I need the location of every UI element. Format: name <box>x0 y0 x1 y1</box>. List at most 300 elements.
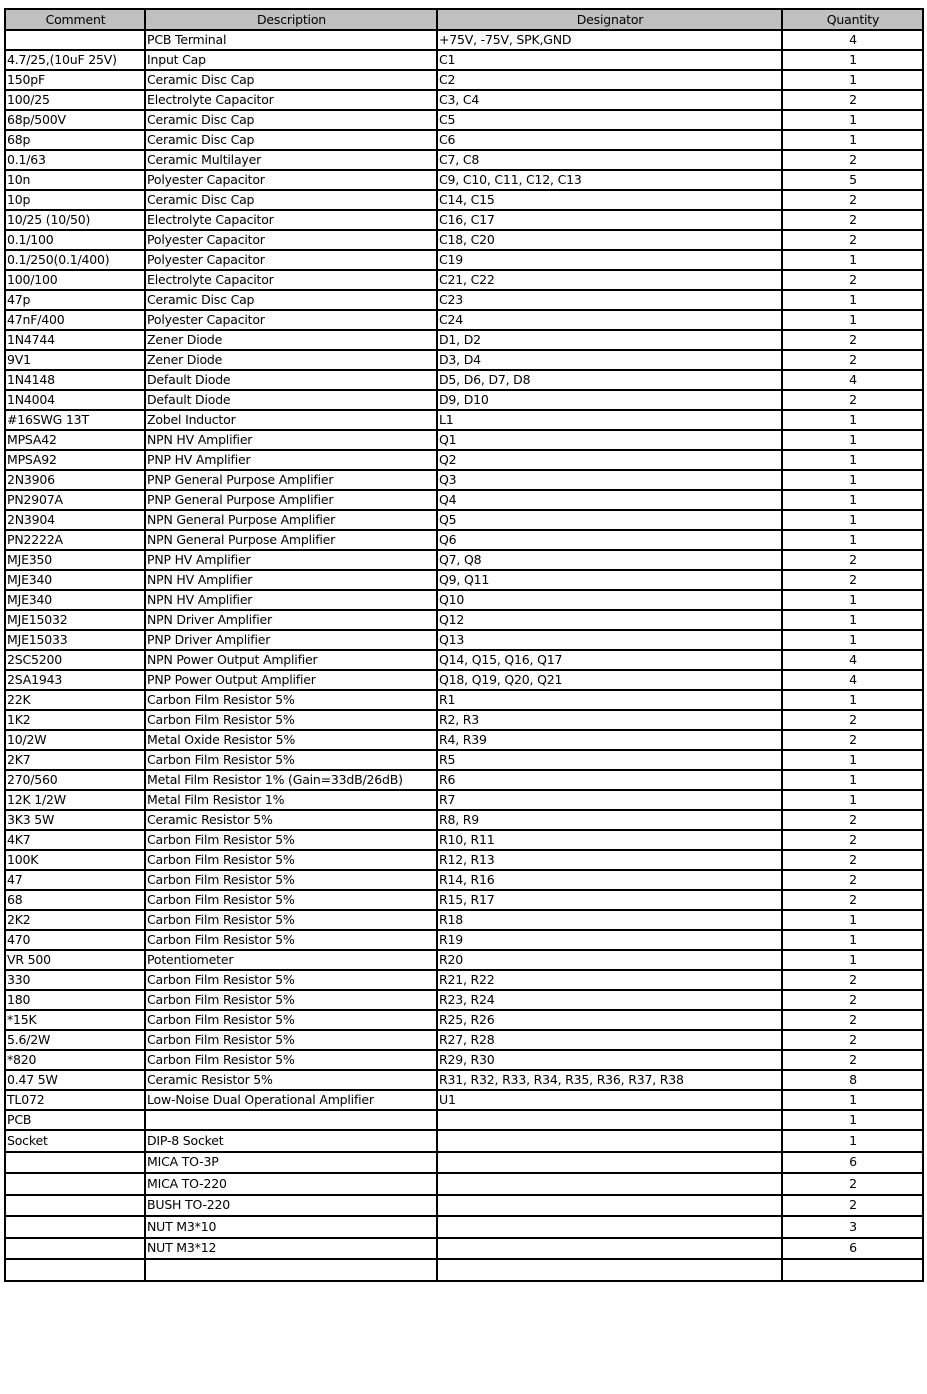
cell-designator: C18, C20 <box>437 230 782 250</box>
cell-designator: C2 <box>437 70 782 90</box>
cell-quantity: 1 <box>782 110 923 130</box>
cell-designator: +75V, -75V, SPK,GND <box>437 30 782 50</box>
cell-description: NPN HV Amplifier <box>145 590 437 610</box>
table-body <box>5 30 923 1281</box>
cell-description: PCB Terminal <box>145 30 437 50</box>
cell-quantity: 1 <box>782 790 923 810</box>
table-row <box>5 610 923 630</box>
cell-comment: VR 500 <box>5 950 145 970</box>
table-row <box>5 1050 923 1070</box>
table-row <box>5 330 923 350</box>
cell-quantity: 4 <box>782 370 923 390</box>
cell-description: Electrolyte Capacitor <box>145 90 437 110</box>
cell-quantity: 2 <box>782 870 923 890</box>
cell-description: Carbon Film Resistor 5% <box>145 990 437 1010</box>
cell-quantity: 2 <box>782 350 923 370</box>
cell-comment: MPSA92 <box>5 450 145 470</box>
cell-description: NUT M3*12 <box>145 1238 437 1260</box>
cell-quantity: 1 <box>782 490 923 510</box>
table-row <box>5 470 923 490</box>
cell-quantity: 1 <box>782 290 923 310</box>
cell-comment <box>5 1216 145 1238</box>
cell-quantity: 1 <box>782 130 923 150</box>
cell-comment: 47 <box>5 870 145 890</box>
table-row <box>5 730 923 750</box>
table-row <box>5 1238 923 1260</box>
table-row <box>5 70 923 90</box>
table-row <box>5 1152 923 1174</box>
table-row <box>5 110 923 130</box>
table-row <box>5 810 923 830</box>
cell-comment <box>5 1173 145 1195</box>
table-row <box>5 490 923 510</box>
cell-comment: 4K7 <box>5 830 145 850</box>
table-row <box>5 1110 923 1130</box>
cell-quantity: 2 <box>782 90 923 110</box>
cell-comment: TL072 <box>5 1090 145 1110</box>
cell-quantity: 1 <box>782 310 923 330</box>
cell-quantity: 2 <box>782 830 923 850</box>
cell-comment: 1N4004 <box>5 390 145 410</box>
cell-designator: C6 <box>437 130 782 150</box>
cell-designator: R29, R30 <box>437 1050 782 1070</box>
cell-comment: *820 <box>5 1050 145 1070</box>
cell-comment: 10n <box>5 170 145 190</box>
cell-quantity: 1 <box>782 690 923 710</box>
table-row <box>5 210 923 230</box>
cell-description: Ceramic Resistor 5% <box>145 1070 437 1090</box>
cell-designator: C23 <box>437 290 782 310</box>
table-row <box>5 550 923 570</box>
header-description: Description <box>145 9 437 30</box>
cell-comment: 2N3906 <box>5 470 145 490</box>
cell-quantity: 2 <box>782 190 923 210</box>
table-row <box>5 250 923 270</box>
cell-quantity: 2 <box>782 1010 923 1030</box>
table-row <box>5 370 923 390</box>
cell-comment: 10/2W <box>5 730 145 750</box>
table-row <box>5 350 923 370</box>
cell-comment: 2K2 <box>5 910 145 930</box>
table-row <box>5 430 923 450</box>
cell-quantity: 4 <box>782 650 923 670</box>
cell-designator: D3, D4 <box>437 350 782 370</box>
table-row <box>5 270 923 290</box>
cell-designator: R5 <box>437 750 782 770</box>
cell-quantity: 2 <box>782 330 923 350</box>
cell-designator: R18 <box>437 910 782 930</box>
cell-description: Carbon Film Resistor 5% <box>145 1030 437 1050</box>
table-row <box>5 230 923 250</box>
table-row <box>5 1195 923 1217</box>
cell-quantity: 1 <box>782 590 923 610</box>
cell-description: Zobel Inductor <box>145 410 437 430</box>
cell-designator: D5, D6, D7, D8 <box>437 370 782 390</box>
cell-designator: D9, D10 <box>437 390 782 410</box>
table-row <box>5 670 923 690</box>
cell-designator: C14, C15 <box>437 190 782 210</box>
table-row <box>5 130 923 150</box>
table-row <box>5 310 923 330</box>
cell-description: Ceramic Disc Cap <box>145 190 437 210</box>
cell-designator: R1 <box>437 690 782 710</box>
cell-comment: 47p <box>5 290 145 310</box>
cell-quantity: 2 <box>782 710 923 730</box>
cell-designator: Q18, Q19, Q20, Q21 <box>437 670 782 690</box>
cell-quantity: 5 <box>782 170 923 190</box>
bill-of-materials-table <box>4 8 924 1282</box>
cell-description <box>145 1259 437 1281</box>
cell-quantity <box>782 1259 923 1281</box>
cell-designator: R19 <box>437 930 782 950</box>
cell-quantity: 1 <box>782 750 923 770</box>
cell-comment: 180 <box>5 990 145 1010</box>
cell-designator: Q13 <box>437 630 782 650</box>
table-row <box>5 1010 923 1030</box>
cell-comment: 0.47 5W <box>5 1070 145 1090</box>
cell-designator: R7 <box>437 790 782 810</box>
cell-comment: 270/560 <box>5 770 145 790</box>
cell-comment: 2SA1943 <box>5 670 145 690</box>
cell-description: Metal Oxide Resistor 5% <box>145 730 437 750</box>
table-row <box>5 830 923 850</box>
cell-description: Electrolyte Capacitor <box>145 210 437 230</box>
cell-description: Carbon Film Resistor 5% <box>145 750 437 770</box>
cell-comment: 1N4148 <box>5 370 145 390</box>
cell-description: NPN General Purpose Amplifier <box>145 530 437 550</box>
table-row <box>5 510 923 530</box>
cell-quantity: 3 <box>782 1216 923 1238</box>
cell-quantity: 1 <box>782 50 923 70</box>
cell-description: Default Diode <box>145 390 437 410</box>
cell-comment: 2N3904 <box>5 510 145 530</box>
cell-description: Ceramic Disc Cap <box>145 70 437 90</box>
cell-description: NPN General Purpose Amplifier <box>145 510 437 530</box>
cell-comment: 0.1/63 <box>5 150 145 170</box>
cell-comment: 100K <box>5 850 145 870</box>
cell-description: Polyester Capacitor <box>145 230 437 250</box>
table-row <box>5 750 923 770</box>
cell-comment: 68p/500V <box>5 110 145 130</box>
table-row <box>5 30 923 50</box>
cell-comment: MJE340 <box>5 590 145 610</box>
table-row <box>5 770 923 790</box>
cell-quantity: 2 <box>782 390 923 410</box>
cell-description: Ceramic Disc Cap <box>145 290 437 310</box>
cell-comment: PN2222A <box>5 530 145 550</box>
cell-comment: 47nF/400 <box>5 310 145 330</box>
cell-quantity: 2 <box>782 270 923 290</box>
cell-comment <box>5 30 145 50</box>
header-quantity: Quantity <box>782 9 923 30</box>
cell-designator: C21, C22 <box>437 270 782 290</box>
table-row <box>5 1259 923 1281</box>
cell-comment: PN2907A <box>5 490 145 510</box>
cell-quantity: 2 <box>782 570 923 590</box>
cell-quantity: 2 <box>782 1030 923 1050</box>
cell-comment: 22K <box>5 690 145 710</box>
cell-designator: R2, R3 <box>437 710 782 730</box>
cell-designator: R10, R11 <box>437 830 782 850</box>
cell-comment: MPSA42 <box>5 430 145 450</box>
cell-designator <box>437 1173 782 1195</box>
cell-quantity: 1 <box>782 470 923 490</box>
cell-quantity: 1 <box>782 770 923 790</box>
cell-comment: 470 <box>5 930 145 950</box>
cell-designator: R14, R16 <box>437 870 782 890</box>
cell-description: Electrolyte Capacitor <box>145 270 437 290</box>
cell-description: Polyester Capacitor <box>145 250 437 270</box>
cell-designator: C9, C10, C11, C12, C13 <box>437 170 782 190</box>
table-header-row <box>5 9 923 30</box>
cell-quantity: 2 <box>782 850 923 870</box>
cell-comment <box>5 1259 145 1281</box>
cell-comment <box>5 1195 145 1217</box>
cell-designator: Q9, Q11 <box>437 570 782 590</box>
cell-comment: 2SC5200 <box>5 650 145 670</box>
cell-designator: R4, R39 <box>437 730 782 750</box>
cell-quantity: 8 <box>782 1070 923 1090</box>
table-row <box>5 570 923 590</box>
cell-description: Default Diode <box>145 370 437 390</box>
cell-comment: 10p <box>5 190 145 210</box>
cell-quantity: 2 <box>782 990 923 1010</box>
cell-quantity: 2 <box>782 890 923 910</box>
cell-comment: 330 <box>5 970 145 990</box>
cell-designator: C16, C17 <box>437 210 782 230</box>
cell-description: Carbon Film Resistor 5% <box>145 870 437 890</box>
cell-description: Potentiometer <box>145 950 437 970</box>
cell-description: Ceramic Multilayer <box>145 150 437 170</box>
cell-designator: R31, R32, R33, R34, R35, R36, R37, R38 <box>437 1070 782 1090</box>
cell-quantity: 1 <box>782 1110 923 1130</box>
cell-comment: 12K 1/2W <box>5 790 145 810</box>
cell-designator <box>437 1130 782 1152</box>
cell-description: Carbon Film Resistor 5% <box>145 910 437 930</box>
cell-designator: R15, R17 <box>437 890 782 910</box>
cell-designator <box>437 1238 782 1260</box>
cell-description: PNP HV Amplifier <box>145 550 437 570</box>
cell-description: Metal Film Resistor 1% (Gain=33dB/26dB) <box>145 770 437 790</box>
cell-description: NPN Power Output Amplifier <box>145 650 437 670</box>
cell-designator: R8, R9 <box>437 810 782 830</box>
cell-designator: C3, C4 <box>437 90 782 110</box>
table-row <box>5 690 923 710</box>
cell-description: Metal Film Resistor 1% <box>145 790 437 810</box>
cell-description: Carbon Film Resistor 5% <box>145 930 437 950</box>
cell-comment: 1K2 <box>5 710 145 730</box>
cell-quantity: 1 <box>782 250 923 270</box>
cell-designator: Q10 <box>437 590 782 610</box>
cell-comment: PCB <box>5 1110 145 1130</box>
cell-description: Ceramic Resistor 5% <box>145 810 437 830</box>
cell-description: Low-Noise Dual Operational Amplifier <box>145 1090 437 1110</box>
cell-description: PNP General Purpose Amplifier <box>145 490 437 510</box>
cell-description: BUSH TO-220 <box>145 1195 437 1217</box>
table-row <box>5 890 923 910</box>
table-row <box>5 790 923 810</box>
cell-quantity: 2 <box>782 210 923 230</box>
cell-description: NPN HV Amplifier <box>145 430 437 450</box>
table-row <box>5 1216 923 1238</box>
cell-comment: #16SWG 13T <box>5 410 145 430</box>
cell-description: MICA TO-220 <box>145 1173 437 1195</box>
cell-description: PNP General Purpose Amplifier <box>145 470 437 490</box>
cell-description: Zener Diode <box>145 330 437 350</box>
cell-quantity: 2 <box>782 730 923 750</box>
cell-designator: C1 <box>437 50 782 70</box>
cell-description <box>145 1110 437 1130</box>
table-row <box>5 290 923 310</box>
cell-designator: C7, C8 <box>437 150 782 170</box>
table-row <box>5 950 923 970</box>
table-row <box>5 990 923 1010</box>
cell-description: Carbon Film Resistor 5% <box>145 1050 437 1070</box>
cell-designator: C24 <box>437 310 782 330</box>
cell-quantity: 1 <box>782 630 923 650</box>
cell-designator: U1 <box>437 1090 782 1110</box>
cell-comment: 3K3 5W <box>5 810 145 830</box>
cell-designator: Q7, Q8 <box>437 550 782 570</box>
cell-description: Input Cap <box>145 50 437 70</box>
cell-comment: 9V1 <box>5 350 145 370</box>
cell-description: Carbon Film Resistor 5% <box>145 850 437 870</box>
cell-description: Ceramic Disc Cap <box>145 130 437 150</box>
cell-designator: Q3 <box>437 470 782 490</box>
cell-description: Ceramic Disc Cap <box>145 110 437 130</box>
cell-comment: MJE15033 <box>5 630 145 650</box>
cell-quantity: 2 <box>782 230 923 250</box>
table-row <box>5 870 923 890</box>
cell-comment: 0.1/100 <box>5 230 145 250</box>
cell-quantity: 6 <box>782 1238 923 1260</box>
cell-description: Carbon Film Resistor 5% <box>145 830 437 850</box>
table-row <box>5 410 923 430</box>
cell-comment <box>5 1152 145 1174</box>
cell-comment: 150pF <box>5 70 145 90</box>
cell-description: Polyester Capacitor <box>145 310 437 330</box>
cell-designator: Q1 <box>437 430 782 450</box>
cell-comment: 100/25 <box>5 90 145 110</box>
table-row <box>5 170 923 190</box>
cell-designator: C5 <box>437 110 782 130</box>
cell-comment: MJE15032 <box>5 610 145 630</box>
cell-designator: Q12 <box>437 610 782 630</box>
cell-description: PNP HV Amplifier <box>145 450 437 470</box>
cell-quantity: 4 <box>782 30 923 50</box>
table-row <box>5 1030 923 1050</box>
table-row <box>5 710 923 730</box>
cell-comment: *15K <box>5 1010 145 1030</box>
cell-quantity: 1 <box>782 450 923 470</box>
table-row <box>5 50 923 70</box>
cell-description: Carbon Film Resistor 5% <box>145 970 437 990</box>
table-row <box>5 930 923 950</box>
cell-comment: MJE340 <box>5 570 145 590</box>
table-row <box>5 650 923 670</box>
cell-comment: Socket <box>5 1130 145 1152</box>
cell-designator: Q5 <box>437 510 782 530</box>
cell-description: Polyester Capacitor <box>145 170 437 190</box>
cell-description: NUT M3*10 <box>145 1216 437 1238</box>
cell-description: NPN Driver Amplifier <box>145 610 437 630</box>
table-row <box>5 150 923 170</box>
cell-description: Zener Diode <box>145 350 437 370</box>
cell-quantity: 1 <box>782 510 923 530</box>
cell-quantity: 2 <box>782 1195 923 1217</box>
cell-comment: 68 <box>5 890 145 910</box>
cell-designator: D1, D2 <box>437 330 782 350</box>
cell-designator: Q14, Q15, Q16, Q17 <box>437 650 782 670</box>
table-row <box>5 850 923 870</box>
cell-designator: R20 <box>437 950 782 970</box>
cell-quantity: 1 <box>782 1090 923 1110</box>
cell-designator: R12, R13 <box>437 850 782 870</box>
table-row <box>5 450 923 470</box>
cell-comment: 4.7/25,(10uF 25V) <box>5 50 145 70</box>
cell-description: NPN HV Amplifier <box>145 570 437 590</box>
cell-description: DIP-8 Socket <box>145 1130 437 1152</box>
cell-description: PNP Power Output Amplifier <box>145 670 437 690</box>
cell-description: MICA TO-3P <box>145 1152 437 1174</box>
cell-description: Carbon Film Resistor 5% <box>145 1010 437 1030</box>
cell-comment: 100/100 <box>5 270 145 290</box>
cell-description: PNP Driver Amplifier <box>145 630 437 650</box>
cell-designator: R6 <box>437 770 782 790</box>
header-designator: Designator <box>437 9 782 30</box>
table-row <box>5 630 923 650</box>
cell-quantity: 1 <box>782 530 923 550</box>
table-row <box>5 970 923 990</box>
cell-quantity: 6 <box>782 1152 923 1174</box>
cell-comment: 10/25 (10/50) <box>5 210 145 230</box>
cell-quantity: 2 <box>782 970 923 990</box>
cell-quantity: 1 <box>782 910 923 930</box>
cell-comment: 68p <box>5 130 145 150</box>
table-row <box>5 90 923 110</box>
table-row <box>5 390 923 410</box>
cell-designator: L1 <box>437 410 782 430</box>
table-row <box>5 530 923 550</box>
cell-designator: R23, R24 <box>437 990 782 1010</box>
table-row <box>5 910 923 930</box>
cell-quantity: 1 <box>782 1130 923 1152</box>
cell-comment: 2K7 <box>5 750 145 770</box>
cell-quantity: 2 <box>782 1173 923 1195</box>
cell-quantity: 2 <box>782 1050 923 1070</box>
cell-designator: Q4 <box>437 490 782 510</box>
cell-quantity: 1 <box>782 930 923 950</box>
cell-description: Carbon Film Resistor 5% <box>145 710 437 730</box>
cell-quantity: 1 <box>782 410 923 430</box>
cell-designator: R27, R28 <box>437 1030 782 1050</box>
cell-quantity: 2 <box>782 810 923 830</box>
cell-designator <box>437 1259 782 1281</box>
table-row <box>5 1090 923 1110</box>
table-row <box>5 1070 923 1090</box>
cell-designator: R21, R22 <box>437 970 782 990</box>
cell-designator <box>437 1216 782 1238</box>
table-row <box>5 590 923 610</box>
table-row <box>5 1173 923 1195</box>
cell-quantity: 4 <box>782 670 923 690</box>
cell-comment: 5.6/2W <box>5 1030 145 1050</box>
table-row <box>5 1130 923 1152</box>
cell-quantity: 2 <box>782 150 923 170</box>
cell-designator <box>437 1152 782 1174</box>
cell-quantity: 1 <box>782 430 923 450</box>
table-row <box>5 190 923 210</box>
